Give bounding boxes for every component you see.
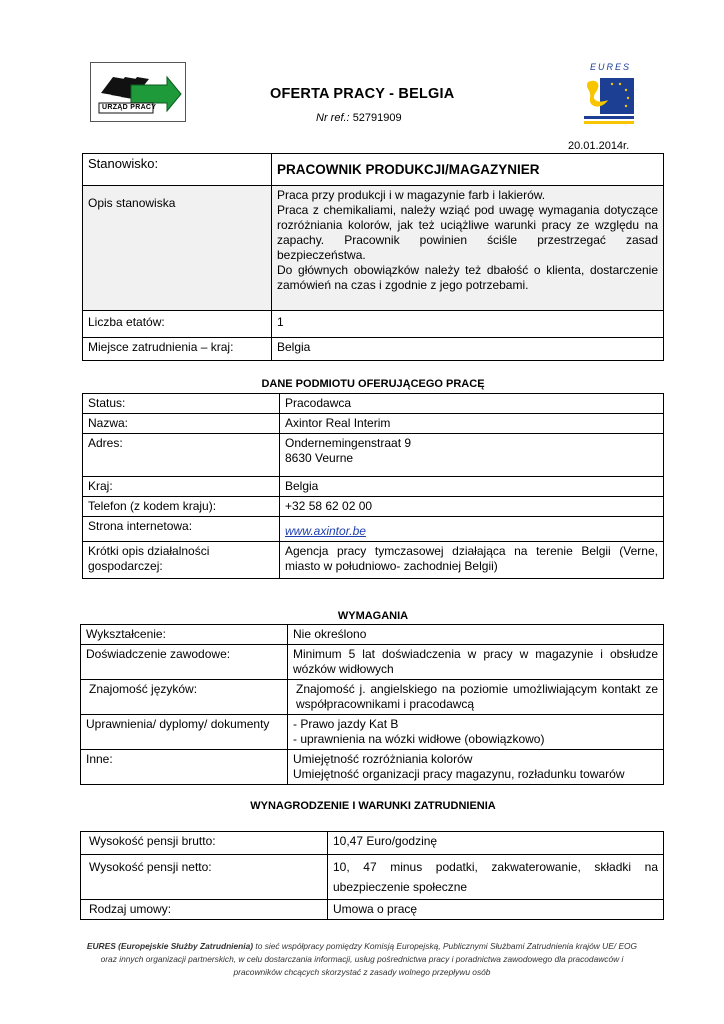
- table-row: [83, 394, 664, 414]
- address-line: Ondernemingenstraat 9: [285, 436, 412, 450]
- table-row: [83, 186, 664, 311]
- urzad-pracy-logo-graphic: [91, 63, 185, 121]
- licenses-value: [288, 715, 664, 750]
- reference-line: [316, 112, 402, 124]
- description-line: Praca z chemikaliami, należy wziąć pod uwagę wymagania dotyczące rozróżniania kolorów, jak też uciążliwe warunki pracy ze względu na zapachy. Pracownik powinien ściśle przestrzegać zasad bezpieczeństwa.: [277, 203, 658, 262]
- description-label: Opis stanowiska: [83, 186, 272, 311]
- gross-label: Wysokość pensji brutto:: [81, 832, 328, 855]
- licenses-label: Uprawnienia/ dyplomy/ dokumenty: [81, 715, 288, 750]
- table-row: [83, 338, 664, 361]
- gross-value: 10,47 Euro/godzinę: [328, 832, 664, 855]
- table-row: [83, 497, 664, 517]
- eures-logo-graphic: [582, 74, 636, 130]
- other-value: [288, 750, 664, 785]
- phone-value: +32 58 62 02 00: [280, 497, 664, 517]
- employer-table: [82, 393, 664, 579]
- table-row: [81, 680, 664, 715]
- positions-value: 1: [272, 311, 664, 338]
- phone-label: Telefon (z kodem kraju):: [83, 497, 280, 517]
- table-row: [81, 625, 664, 645]
- experience-value: Minimum 5 lat doświadczenia w pracy w magazynie i obsłudze wózków widłowych: [288, 645, 664, 680]
- activity-value: Agencja pracy tymczasowej działająca na terenie Belgii (Verne, miasto w południowo- zachodniej Belgii): [280, 542, 664, 579]
- position-label: Stanowisko:: [83, 154, 272, 186]
- urzad-pracy-logo: [90, 62, 186, 122]
- table-row: [81, 645, 664, 680]
- address-label: Adres:: [83, 434, 280, 477]
- name-label: Nazwa:: [83, 414, 280, 434]
- description-value: [272, 186, 664, 311]
- table-row: [81, 715, 664, 750]
- license-line: - uprawnienia na wózki widłowe (obowiązkowo): [293, 732, 545, 746]
- employer-section-title: DANE PODMIOTU OFERUJĄCEGO PRACĘ: [261, 378, 485, 390]
- education-label: Wykształcenie:: [81, 625, 288, 645]
- footer-text: to sieć współpracy pomiędzy Komisją Europejską, Publicznymi Służbami Zatrudnienia krajów UE/ EOG oraz innych organizacji partnerskich, w celu dostarczania informacji, usług pośrednictwa pracy i poradnictwa zawodowego dla pracodawców i pracowników chcących skorzystać z zasady wolnego przepływu osób: [100, 941, 638, 977]
- footer-note: [84, 940, 640, 979]
- experience-label: Doświadczenie zawodowe:: [81, 645, 288, 680]
- table-row: [83, 154, 664, 186]
- table-row: [83, 434, 664, 477]
- contract-label: Rodzaj umowy:: [81, 900, 328, 920]
- requirements-table: [80, 624, 664, 785]
- table-row: [81, 832, 664, 855]
- other-line: Umiejętność organizacji pracy magazynu, rozładunku towarów: [293, 767, 625, 781]
- license-line: - Prawo jazdy Kat B: [293, 717, 399, 731]
- description-line: Do głównych obowiązków należy też dbałość o klienta, dostarczenie zamówień na czas i zgodnie z jego potrzebami.: [277, 263, 658, 292]
- net-label: Wysokość pensji netto:: [81, 855, 328, 900]
- other-line: Umiejętność rozróżniania kolorów: [293, 752, 473, 766]
- document-date: 20.01.2014r.: [568, 140, 630, 152]
- website-cell: [280, 517, 664, 542]
- location-value: Belgia: [272, 338, 664, 361]
- description-line: Praca przy produkcji i w magazynie farb i lakierów.: [277, 188, 546, 202]
- table-row: [83, 517, 664, 542]
- website-link[interactable]: www.axintor.be: [285, 524, 366, 538]
- address-value: [280, 434, 664, 477]
- languages-label: Znajomość języków:: [81, 680, 288, 715]
- eures-logo: [580, 62, 636, 132]
- website-label: Strona internetowa:: [83, 517, 280, 542]
- table-row: [81, 750, 664, 785]
- table-row: [83, 542, 664, 579]
- requirements-section-title: WYMAGANIA: [337, 610, 409, 622]
- reference-label: Nr ref.:: [316, 112, 350, 124]
- table-row: [81, 855, 664, 900]
- table-row: [81, 900, 664, 920]
- country-label: Kraj:: [83, 477, 280, 497]
- status-value: Pracodawca: [280, 394, 664, 414]
- contract-value: Umowa o pracę: [328, 900, 664, 920]
- document-title: OFERTA PRACY - BELGIA: [270, 86, 455, 102]
- country-value: Belgia: [280, 477, 664, 497]
- urzad-pracy-logo-text: URZĄD PRACY: [102, 104, 157, 111]
- activity-label: Krótki opis działalności gospodarczej:: [83, 542, 280, 579]
- location-label: Miejsce zatrudnienia – kraj:: [83, 338, 272, 361]
- net-value: 10, 47 minus podatki, zakwaterowanie, składki na ubezpieczenie społeczne: [328, 855, 664, 900]
- table-row: [83, 414, 664, 434]
- other-label: Inne:: [81, 750, 288, 785]
- position-value: PRACOWNIK PRODUKCJI/MAGAZYNIER: [272, 154, 664, 186]
- job-table: [82, 153, 664, 361]
- education-value: Nie określono: [288, 625, 664, 645]
- footer-bold: EURES (Europejskie Służby Zatrudnienia): [86, 941, 254, 951]
- name-value: Axintor Real Interim: [280, 414, 664, 434]
- status-label: Status:: [83, 394, 280, 414]
- salary-section-title: WYNAGRODZENIE I WARUNKI ZATRUDNIENIA: [250, 800, 496, 812]
- address-line: 8630 Veurne: [285, 451, 354, 465]
- salary-table: [80, 831, 664, 920]
- reference-number: 52791909: [352, 112, 402, 124]
- table-row: [83, 477, 664, 497]
- eures-logo-text: EURES: [590, 62, 632, 72]
- table-row: [83, 311, 664, 338]
- positions-label: Liczba etatów:: [83, 311, 272, 338]
- languages-value: Znajomość j. angielskiego na poziomie umożliwiającym kontakt ze współpracownikami i pracodawcą: [288, 680, 664, 715]
